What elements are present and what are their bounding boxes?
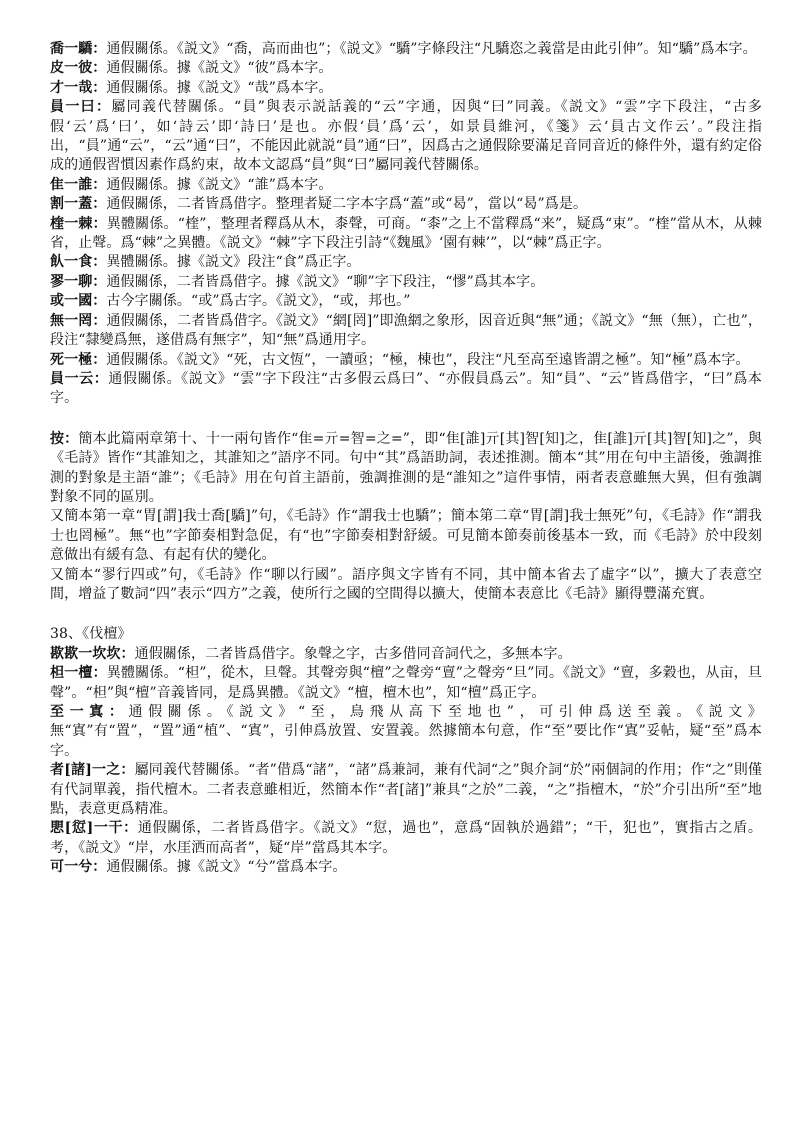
commentary-paragraph-2: 又簡本第一章“胃[謂]我士喬[驕]”句，《毛詩》作“謂我士也驕”；簡本第二章“胃[謂]我士無死”句，《毛詩》作“謂我士也罔極”。無“也”字節奏相對急促，有“也”字節奏相對舒緩。可見簡本節奏前後基本一致，而《毛詩》於中段刻意做出有緩有急、有起有伏的變化。	[50, 508, 762, 564]
glossary-entry	[50, 819, 762, 858]
entry-term: 者[諸]一之：	[50, 762, 135, 779]
entry-term: 或一國：	[50, 293, 107, 310]
glossary-entry	[50, 370, 762, 409]
glossary-entry	[50, 253, 762, 272]
glossary-entry	[50, 312, 762, 351]
entry-text: 通假關係，二者皆爲借字。《説文》“網[罔]”即漁網之象形，因音近與“無”通；《説文》“無（無），亡也”，段注“隸變爲無，遂借爲有無字”，知“無”爲通用字。	[50, 312, 762, 349]
glossary-entry	[50, 645, 762, 664]
glossary-entry	[50, 195, 762, 214]
entry-text: 異體關係。“柦”，從木，旦聲。其聲旁與“檀”之聲旁“亶”之聲旁“旦”同。《説文》“亶，多穀也，从亩，旦聲”。“柦”與“檀”音義皆同，是爲異體。《説文》“檀，檀木也”，知“檀”爲正字。	[50, 665, 762, 701]
entry-term: 員一曰：	[50, 99, 112, 116]
spacer	[50, 409, 762, 430]
glossary-entry	[50, 292, 762, 311]
glossary-entry	[50, 351, 762, 370]
entry-term: 楏一棘：	[50, 215, 107, 232]
commentary-note	[50, 430, 762, 605]
entry-text: 屬同義代替關係。“員”與表示説話義的“云”字通，因與“曰”同義。《説文》“雲”字下段注，“古多假‘云’爲‘曰’，如‘詩云’即‘詩曰’是也。亦假‘員’爲‘云’，如景員維河，《箋》云‘員古文作云’。”段注指出，“員”通“云”，“云”通“曰”，不能因此就説“員”通“曰”，因爲古之通假除要滿足音同音近的條件外，還有約定俗成的通假習慣因素作爲約束，故本文認爲“員”與“曰”屬同義代替關係。	[50, 99, 762, 174]
entry-text: 屬同義代替關係。“者”借爲“諸”，“諸”爲兼詞，兼有代詞“之”與介詞“於”兩個詞的作用；作“之”則僅有代詞單義，指代檀木。二者表意雖相近，然簡本作“者[諸]”兼具“之於”二義，“之”指檀木，“於”介引出所“至”地點，表意更爲精准。	[50, 762, 762, 818]
spacer	[50, 604, 762, 625]
document-page	[50, 40, 762, 878]
glossary-entry	[50, 858, 762, 877]
commentary-paragraph-3: 又簡本“翏行四或”句，《毛詩》作“聊以行國”。語序與文字皆有不同，其中簡本省去了虛字“以”，擴大了表意空間，增益了數詞“四”表示“四方”之義，使所行之國的空間得以擴大，使簡本表意比《毛詩》顯得豐滿充實。	[50, 566, 762, 602]
entry-term: 柦一檀：	[50, 665, 107, 682]
entry-term: 翏一聊：	[50, 273, 107, 290]
glossary-entry	[50, 40, 762, 59]
entry-text: 通假關係。據《説文》“哉”爲本字。	[106, 79, 333, 96]
glossary-entry	[50, 215, 762, 254]
entry-term: 無一罔：	[50, 312, 107, 329]
entry-text: 通假關係。《説文》“喬，高而曲也”；《説文》“驕”字條段注“凡驕恣之義當是由此引伸”。知“驕”爲本字。	[106, 41, 757, 57]
glossary-entry	[50, 273, 762, 292]
entry-text: 通假關係。據《説文》“兮”當爲本字。	[106, 859, 347, 876]
entry-term: 隹一誰：	[50, 176, 107, 193]
entry-term: 割一蓋：	[50, 196, 107, 213]
entry-text: 通假關係。據《説文》“誰”爲本字。	[106, 176, 333, 193]
entry-text: 古今字關係。“或”爲古字。《説文》，“或，邦也。”	[106, 293, 411, 310]
glossary-entry	[50, 59, 762, 78]
commentary-lead: 按：	[50, 430, 79, 447]
entry-text: 通假關係，二者皆爲借字。《説文》“愆，過也”，意爲“固執於過錯”；“干，犯也”，實指古之盾。考，《説文》“岸，水厓洒而高者”，疑“岸”當爲其本字。	[50, 820, 763, 856]
entry-text: 通假關係。《説文》“雲”字下段注“古多假云爲曰”、“亦假員爲云”。知“員”、“云”皆爲借字，“曰”爲本字。	[50, 370, 762, 407]
glossary-block-1	[50, 40, 762, 409]
entry-text: 通假關係，二者皆爲借字。象聲之字，古多借同音詞代之，多無本字。	[134, 645, 572, 662]
commentary-paragraph-1	[50, 430, 762, 508]
entry-term: 歁歁一坎坎：	[50, 645, 135, 662]
entry-text: 異體關係。“楏”，整理者釋爲从木，桼聲，可商。“桼”之上不當釋爲“来”，疑爲“束”。“楏”當从木，从棘省，止聲。爲“棘”之異體。《説文》“棘”字下段注引詩“《魏風》‘園有棘’”，以“棘”爲正字。	[50, 215, 762, 252]
entry-term: 喬一驕：	[50, 41, 107, 57]
section-title: 38、《伐檀》	[50, 626, 132, 643]
entry-term: 可一兮：	[50, 859, 107, 876]
entry-text: 通假關係。據《説文》“彼”爲本字。	[106, 60, 333, 77]
entry-term: 死一極：	[50, 351, 107, 368]
entry-text: 通假關係，二者皆爲借字。整理者疑二字本字爲“蓋”或“曷”，當以“曷”爲是。	[106, 196, 588, 213]
commentary-text-1: 簡本此篇兩章第十、十一兩句皆作“隹=亓=智=之=”，即“隹[誰]亓[其]智[知]之，隹[誰]亓[其]智[知]之”，與《毛詩》皆作“其誰知之，其誰知之”語序不同。句中“其”爲語助詞，表述推測。簡本“其”用在句中主語後，強調推測的對象是主語“誰”；《毛詩》用在句首主語前，強調推測的是“誰知之”這件事情，兩者表意雖無大異，但有強調對象不同的區別。	[50, 430, 763, 505]
entry-term: 愳[愆]一干：	[50, 820, 138, 837]
entry-term: 至一寘：	[50, 704, 129, 720]
entry-text: 通假關係，二者皆爲借字。據《説文》“聊”字下段注，“憀”爲其本字。	[106, 273, 545, 290]
entry-term: 飤一食：	[50, 254, 107, 271]
glossary-entry	[50, 79, 762, 98]
entry-text: 通假關係。《説文》“至，鳥飛从高下至地也”，可引伸爲送至義。《説文》無“寘”有“置”，“置”通“植”、“寘”，引伸爲放置、安置義。然據簡本句意，作“至”要比作“寘”妥帖，疑“至”爲本字。	[50, 704, 762, 759]
entry-term: 皮一彼：	[50, 60, 107, 77]
entry-text: 異體關係。據《説文》段注“食”爲正字。	[106, 254, 361, 271]
glossary-entry	[50, 98, 762, 176]
glossary-entry	[50, 176, 762, 195]
glossary-entry	[50, 703, 762, 761]
glossary-entry	[50, 664, 762, 703]
entry-text: 通假關係。《説文》“死，古文恆”，一讀亟；“極，棟也”，段注“凡至高至遠皆謂之極”。知“極”爲本字。	[106, 351, 750, 368]
glossary-block-2	[50, 645, 762, 878]
entry-term: 才一哉：	[50, 79, 107, 96]
glossary-entry	[50, 761, 762, 819]
entry-term: 員一云：	[50, 370, 109, 387]
